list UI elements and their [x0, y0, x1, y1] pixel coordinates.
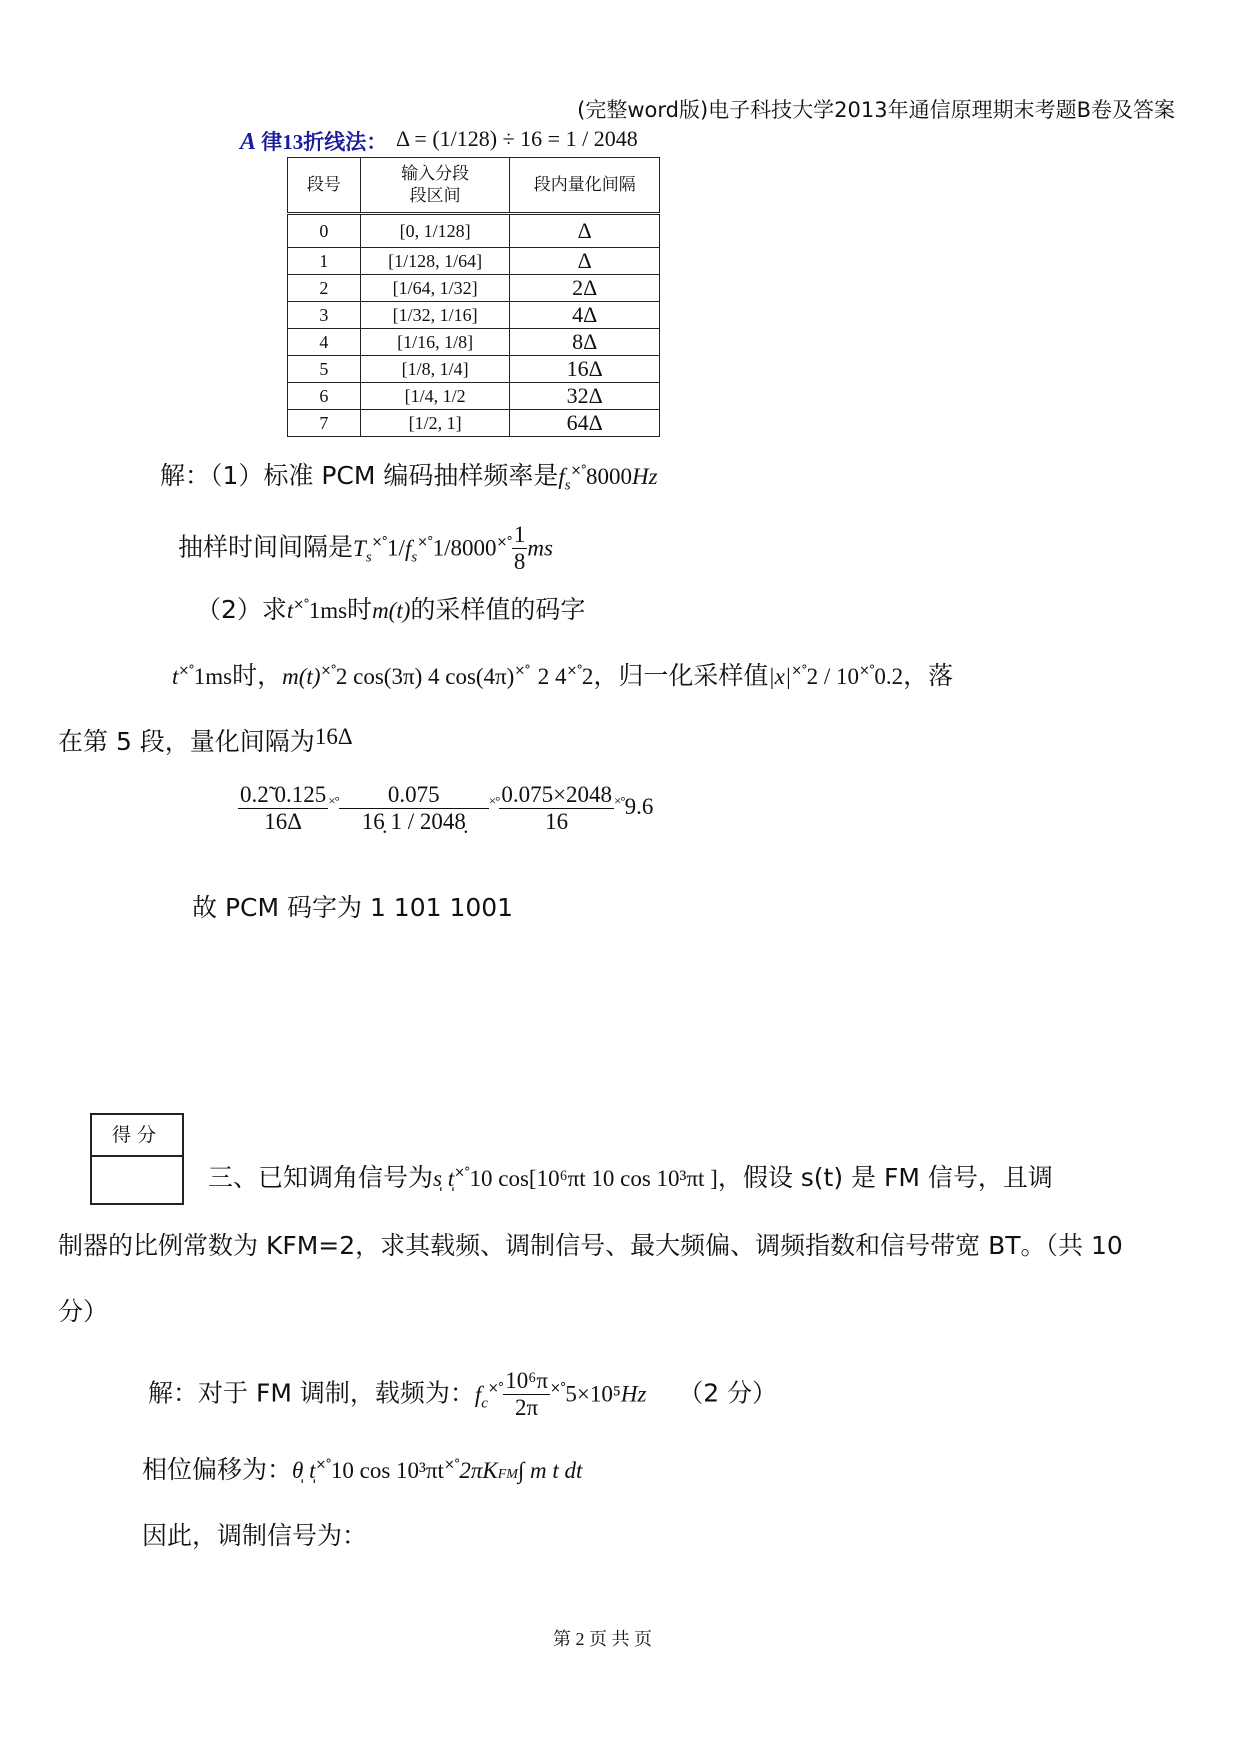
- segment-number-cell: 1: [288, 248, 361, 275]
- score-note: （2 分）: [678, 1378, 778, 1408]
- quant-step-cell: Δ: [510, 248, 660, 275]
- quant-step-cell: 64Δ: [510, 410, 660, 437]
- segment-number-cell: 4: [288, 329, 361, 356]
- interval-cell: [1/128, 1/64]: [360, 248, 510, 275]
- fraction-3: $\frac{0.075\times 2048}{16}$: [501, 782, 613, 834]
- segment-number-cell: 5: [288, 356, 361, 383]
- question3-line-2: 制器的比例常数为 KFM=2，求其载频、调制信号、最大频偏、调频指数和信号带宽 BT。（共 10: [58, 1231, 1123, 1260]
- fraction-one-eighth: $\frac{1}{8}$: [513, 522, 526, 574]
- solution-line-5: 在第 5 段，量化间隔为16Δ: [58, 724, 353, 756]
- table-row: [288, 214, 660, 248]
- fraction-2: $\frac{0.075}{16̣ 1 / 2048̣}$: [339, 782, 489, 835]
- quant-step-cell: 2Δ: [510, 275, 660, 302]
- segment-number-cell: 7: [288, 410, 361, 437]
- a-law-formula: Δ = (1/128) ÷ 16 = 1 / 2048: [396, 126, 638, 151]
- quantization-computation: $\frac{0.2̃ 0.125}{16\Delta}$ ×° $\frac{0.075}{16̣ 1 / 2048̣}$ ×° $\frac{0.075\times 2048}{16}$ ×°9.6: [240, 782, 654, 834]
- interval-cell: [1/64, 1/32]: [360, 275, 510, 302]
- question3-line-1: 三、已知调角信号为s̩ t̩×°10 cos[10⁶πt 10 cos 10³πt ]，假设 s(t) 是 FM 信号，且调: [208, 1163, 1053, 1192]
- table-header-quant-step: 段内量化间隔: [510, 158, 660, 214]
- page-footer: 第 2 页 共 页: [553, 1629, 652, 1649]
- interval-cell: [1/8, 1/4]: [360, 356, 510, 383]
- solution-line-2: 抽样时间间隔是$T_s^{\times^\circ}1/f_s^{\times^\circ}1/8000^{\times^\circ}$ $\frac{1}{8}$ ms: [178, 522, 553, 574]
- table-header-segment-number: 段号: [288, 158, 361, 214]
- segment-number-cell: 3: [288, 302, 361, 329]
- interval-cell: [0, 1/128]: [360, 214, 510, 248]
- solution-line-4: t×°1ms时，m(t)×°2 cos(3π) 4 cos(4π)×° 2 4×°2，归一化采样值|x|×°2 / 10×°0.2，落: [172, 661, 954, 690]
- computation-result: 9.6: [624, 793, 654, 819]
- table-row: [288, 302, 660, 329]
- table-row: [288, 383, 660, 410]
- interval-cell: [1/2, 1]: [360, 410, 510, 437]
- quant-step-cell: 32Δ: [510, 383, 660, 410]
- segment-number-cell: 6: [288, 383, 361, 410]
- table-row: [288, 275, 660, 302]
- fraction-1: $\frac{0.2̃ 0.125}{16\Delta}$: [240, 782, 327, 834]
- fraction-carrier: $\frac{\text{10⁶π}}{2\pi}$: [505, 1368, 548, 1420]
- pcm-code-conclusion: 故 PCM 码字为 1 101 1001: [192, 893, 514, 922]
- table-row: [288, 248, 660, 275]
- score-box: [90, 1113, 184, 1205]
- table-header-input-interval: 输入分段 段区间: [360, 158, 510, 214]
- score-box-label: 得分: [92, 1115, 182, 1157]
- segment-number-cell: 2: [288, 275, 361, 302]
- table-row: [288, 410, 660, 437]
- interval-cell: [1/32, 1/16]: [360, 302, 510, 329]
- question3-line-3: 分）: [58, 1297, 109, 1326]
- table-row: [288, 329, 660, 356]
- solution3-line-3: 因此，调制信号为：: [142, 1521, 368, 1550]
- quant-step-cell: 16Δ: [510, 356, 660, 383]
- interval-cell: [1/4, 1/2: [360, 383, 510, 410]
- quant-step-cell: 4Δ: [510, 302, 660, 329]
- interval-cell: [1/16, 1/8]: [360, 329, 510, 356]
- solution-line-3: （2）求t×°1ms时m(t)的采样值的码字: [196, 595, 586, 624]
- solution3-line-2: 相位偏移为：θ̩ t̩×°10 cos 10³πt×°2πKFM∫ m t dt: [142, 1455, 583, 1484]
- solution3-line-1: 解：对于 FM 调制，载频为：$f_c^{\times^\circ}$ $\frac{\text{10⁶π}}{2\pi}$ ×°5×10⁵Hz （2 分）: [148, 1368, 778, 1420]
- segment-number-cell: 0: [288, 214, 361, 248]
- a-law-segment-table: [287, 157, 660, 437]
- document-header: (完整word版)电子科技大学2013年通信原理期末考题B卷及答案: [577, 98, 1175, 122]
- quant-step-cell: Δ: [510, 214, 660, 248]
- table-row: [288, 356, 660, 383]
- quant-step-cell: 8Δ: [510, 329, 660, 356]
- a-law-label: A 律13折线法：: [240, 129, 388, 155]
- solution-line-1: 解：（1）标准 PCM 编码抽样频率是$f_s^{\times^\circ}8000Hz$: [160, 461, 658, 494]
